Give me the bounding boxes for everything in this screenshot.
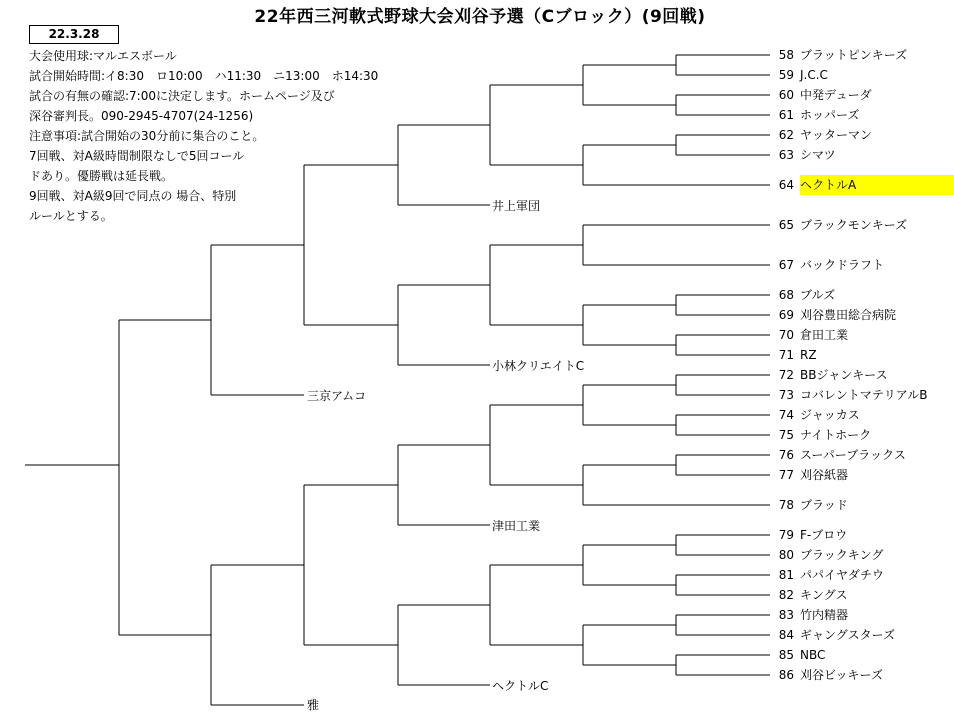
- team-number: 58: [778, 48, 794, 62]
- team-entry: [776, 625, 895, 645]
- team-name: ブラットピンキーズ: [800, 48, 908, 62]
- team-name: ホッパーズ: [800, 108, 860, 122]
- team-number: 80: [778, 548, 794, 562]
- team-entry: [776, 495, 848, 515]
- team-name: RZ: [800, 348, 817, 362]
- team-number: 85: [778, 648, 794, 662]
- date-box: 22.3.28: [29, 25, 119, 44]
- team-number: 72: [778, 368, 794, 382]
- team-number: 81: [778, 568, 794, 582]
- note-line: 注意事項:試合開始の30分前に集合のこと。: [29, 129, 265, 143]
- note-line: 大会使用球:マルエスボール: [29, 49, 177, 63]
- team-entry: [776, 105, 859, 125]
- team-entry: [776, 425, 871, 445]
- team-entry: [776, 45, 907, 65]
- team-entry: [776, 365, 888, 385]
- team-name: 倉田工業: [800, 328, 849, 342]
- team-name: ブルズ: [800, 288, 836, 302]
- note-line: ドあり。優勝戦は延長戦。: [29, 169, 174, 183]
- team-name: 中発デューダ: [800, 88, 872, 102]
- team-name: バックドラフト: [800, 258, 885, 272]
- winner-label: ヘクトルC: [492, 679, 549, 693]
- team-name: J.C.C: [800, 68, 828, 82]
- team-number: 70: [778, 328, 794, 342]
- team-number: 83: [778, 608, 794, 622]
- team-entry: [776, 605, 848, 625]
- team-number: 68: [778, 288, 794, 302]
- team-number: 61: [778, 108, 794, 122]
- team-name: ヘクトルA: [800, 175, 954, 195]
- team-entry: [776, 525, 847, 545]
- team-name: 刈谷ビッキーズ: [800, 668, 883, 682]
- team-name: F-ブロウ: [800, 528, 848, 542]
- team-number: 69: [778, 308, 794, 322]
- team-entry: [776, 645, 825, 665]
- winner-label: 三京アムコ: [307, 389, 367, 403]
- team-name: スーパーブラックス: [800, 448, 906, 462]
- winner-label: 津田工業: [492, 519, 541, 533]
- winner-label: 小林クリエイトC: [492, 359, 585, 373]
- team-number: 64: [778, 178, 794, 192]
- team-entry: [776, 405, 860, 425]
- team-entry: [776, 175, 954, 195]
- team-number: 62: [778, 128, 794, 142]
- team-entry: [776, 145, 836, 165]
- team-number: 84: [778, 628, 794, 642]
- team-number: 60: [778, 88, 794, 102]
- team-entry: [776, 385, 927, 405]
- team-number: 79: [778, 528, 794, 542]
- team-entry: [776, 565, 884, 585]
- team-name: 刈谷豊田総合病院: [800, 308, 897, 322]
- team-number: 78: [778, 498, 794, 512]
- team-name: ブラックキング: [800, 548, 884, 562]
- team-entry: [776, 445, 906, 465]
- team-name: 竹内精器: [800, 608, 849, 622]
- note-line: 9回戦、対A級9回で同点の 場合、特別: [29, 189, 237, 203]
- team-name: BBジャンキース: [800, 368, 888, 382]
- note-line: 7回戦、対A級時間制限なしで5回コール: [29, 149, 245, 163]
- team-name: シマツ: [800, 148, 836, 162]
- team-entry: [776, 465, 848, 485]
- team-entry: [776, 325, 848, 345]
- team-name: ブラッド: [800, 498, 848, 512]
- team-number: 73: [778, 388, 794, 402]
- team-number: 77: [778, 468, 794, 482]
- team-name: ギャングスターズ: [800, 628, 896, 642]
- team-entry: [776, 585, 848, 605]
- team-name: パパイヤダチウ: [800, 568, 884, 582]
- team-entry: [776, 305, 896, 325]
- team-entry: [776, 65, 828, 85]
- team-entry: [776, 545, 883, 565]
- team-number: 76: [778, 448, 794, 462]
- team-entry: [776, 85, 872, 105]
- team-number: 63: [778, 148, 794, 162]
- team-number: 65: [778, 218, 794, 232]
- team-number: 74: [778, 408, 794, 422]
- team-name: ジャッカス: [800, 408, 860, 422]
- note-line: 試合の有無の確認:7:00に決定します。ホームページ及び: [29, 89, 335, 103]
- team-name: 刈谷紙器: [800, 468, 849, 482]
- team-entry: [776, 255, 884, 275]
- team-name: キングス: [800, 588, 848, 602]
- team-entry: [776, 345, 817, 365]
- note-line: 深谷審判長。090-2945-4707(24-1256): [29, 109, 254, 123]
- team-name: ヤッターマン: [800, 128, 873, 142]
- team-number: 82: [778, 588, 794, 602]
- note-line: ルールとする。: [29, 209, 113, 223]
- team-number: 75: [778, 428, 794, 442]
- team-entry: [776, 285, 835, 305]
- team-number: 67: [778, 258, 794, 272]
- team-entry: [776, 665, 883, 685]
- team-number: 71: [778, 348, 794, 362]
- winner-label: 雅: [307, 698, 320, 712]
- team-entry: [776, 125, 872, 145]
- team-number: 59: [778, 68, 794, 82]
- team-name: NBC: [800, 648, 826, 662]
- winner-label: 井上軍団: [492, 199, 541, 213]
- team-name: コバレントマテリアルB: [800, 388, 928, 402]
- team-name: ブラックモンキーズ: [800, 218, 908, 232]
- team-entry: [776, 215, 907, 235]
- note-line: 試合開始時間:イ8:30 ロ10:00 ハ11:30 ニ13:00 ホ14:30: [29, 69, 379, 83]
- team-name: ナイトホーク: [800, 428, 872, 442]
- page-title: 22年西三河軟式野球大会刈谷予選（Cブロック）(9回戦): [254, 7, 706, 27]
- team-number: 86: [778, 668, 794, 682]
